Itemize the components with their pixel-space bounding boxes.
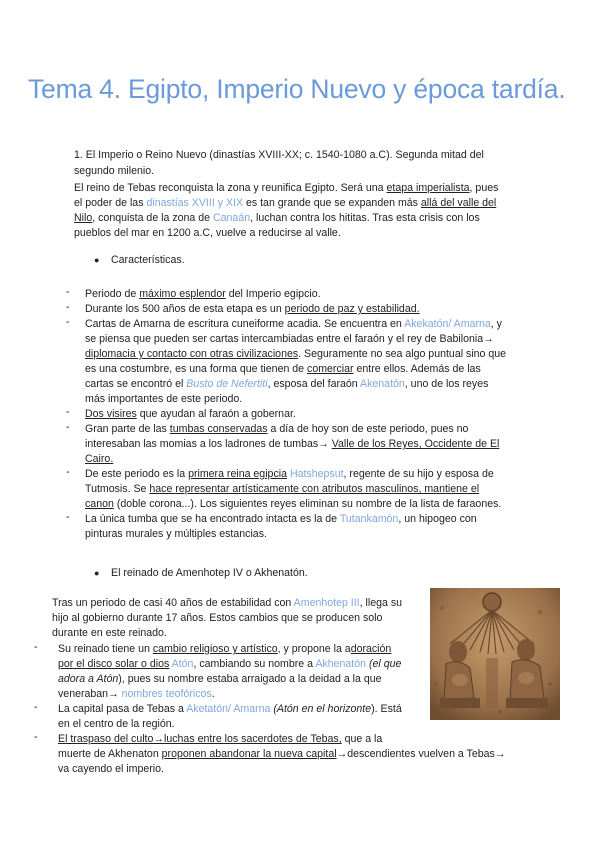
bullet-heading: El reinado de Amenhotep IV o Akhenatón. <box>111 567 308 579</box>
section-heading-cont: segundo milenio. <box>74 165 155 177</box>
list-item-cont: cartas se encontró el Busto de Nefertiti, esposa del faraón Akenatón, uno de los reyes <box>85 378 489 390</box>
list-item-cont: adora a Atón), pues su nombre estaba arraigado a la deidad a la que <box>58 673 382 685</box>
list-item-cont: interesaban las momias a los ladrones de tumbas→ Valle de los Reyes, Occidente de El <box>85 438 500 450</box>
list-item: Periodo de máximo esplendor del Imperio egipcio. <box>85 288 321 300</box>
paragraph-line: hijo al gobierno durante 17 años. Estos cambios que se producen solo <box>52 612 383 624</box>
dash-icon: - <box>66 301 70 313</box>
list-item-cont: veneraban→ nombres teofóricos. <box>58 688 215 700</box>
list-item: Cartas de Amarna de escritura cuneiforme acadia. Se encuentra en Akekatón/ Amarna, y <box>85 318 502 330</box>
list-item-cont: Tutmosis. Se hace representar artísticamente con atributos masculinos, mantiene el <box>85 483 480 495</box>
list-item-cont: se piensa que pueden ser cartas intercambiadas entre el faraón y el rey de Babilonia→ <box>85 333 494 345</box>
page-title: Tema 4. Egipto, Imperio Nuevo y época tardía. <box>28 74 566 104</box>
list-item-cont: en el centro de la región. <box>58 718 175 730</box>
bullet-icon: ● <box>94 568 100 578</box>
list-item: La capital pasa de Tebas a Aketatón/ Amarna (Atón en el horizonte). Está <box>58 703 402 715</box>
list-item: Durante los 500 años de esta etapa es un periodo de paz y estabilidad. <box>85 303 420 315</box>
list-item-cont: muerte de Akhenaton proponen abandonar la nueva capital→descendientes vuelven a Tebas→ <box>58 748 506 760</box>
paragraph-line: el poder de las dinastías XVIII y XIX es tan grande que se expanden más allá del valle del <box>74 197 497 209</box>
list-item: De este periodo es la primera reina egipcia Hatshepsut, regente de su hijo y esposa de <box>85 468 494 480</box>
dash-icon: - <box>34 731 38 743</box>
list-item: El traspaso del culto→luchas entre los sacerdotes de Tebas, que a la <box>58 733 383 745</box>
paragraph-line: durante en este reinado. <box>52 627 167 639</box>
dash-icon: - <box>66 406 70 418</box>
list-item-cont: Cairo. <box>85 453 114 465</box>
paragraph-line: Nilo, conquista de la zona de Canaán, luchan contra los hititas. Tras esta crisis con los <box>74 212 480 224</box>
dash-icon: - <box>66 316 70 328</box>
list-item-cont: por el disco solar o dios Atón, cambiando su nombre a Akhenatón (el que <box>58 658 402 670</box>
dash-icon: - <box>66 511 70 523</box>
list-item-cont: más importantes de este periodo. <box>85 393 243 405</box>
list-item: Su reinado tiene un cambio religioso y artístico, y propone la adoración <box>58 643 392 655</box>
list-item-cont: pinturas murales y múltiples estancias. <box>85 528 267 540</box>
dash-icon: - <box>66 286 70 298</box>
list-item: Dos visires que ayudan al faraón a gobernar. <box>85 408 296 420</box>
dash-icon: - <box>66 466 70 478</box>
list-item-cont: va cayendo el imperio. <box>58 763 164 775</box>
bullet-icon: ● <box>94 255 100 265</box>
paragraph-line: Tras un periodo de casi 40 años de estabilidad con Amenhotep III, llega su <box>52 597 403 609</box>
list-item-cont: es una costumbre, es una forma que tienen de comerciar entre ellos. Además de las <box>85 363 481 375</box>
section-heading: 1. El Imperio o Reino Nuevo (dinastías XVIII-XX; c. 1540-1080 a.C). Segunda mitad del <box>74 149 484 161</box>
bullet-heading: Características. <box>111 254 185 266</box>
list-item-cont: canon (doble corona...). Los siguientes reyes eliminan su nombre de la lista de faraones. <box>85 498 502 510</box>
relief-illustration <box>430 588 560 720</box>
paragraph-line: El reino de Tebas reconquista la zona y reunifica Egipto. Será una etapa imperialista, pues <box>74 182 499 194</box>
paragraph-line: pueblos del mar en 1200 a.C, vuelve a reducirse al valle. <box>74 227 341 239</box>
dash-icon: - <box>34 641 38 653</box>
list-item: La única tumba que se ha encontrado intacta es la de Tutankamón, un hipogeo con <box>85 513 477 525</box>
dash-icon: - <box>66 421 70 433</box>
list-item-cont: diplomacia y contacto con otras civilizaciones. Seguramente no sea algo puntual sino que <box>85 348 507 360</box>
akhenaton-relief-image <box>430 588 560 720</box>
dash-icon: - <box>34 701 38 713</box>
list-item: Gran parte de las tumbas conservadas a día de hoy son de este periodo, pues no <box>85 423 469 435</box>
